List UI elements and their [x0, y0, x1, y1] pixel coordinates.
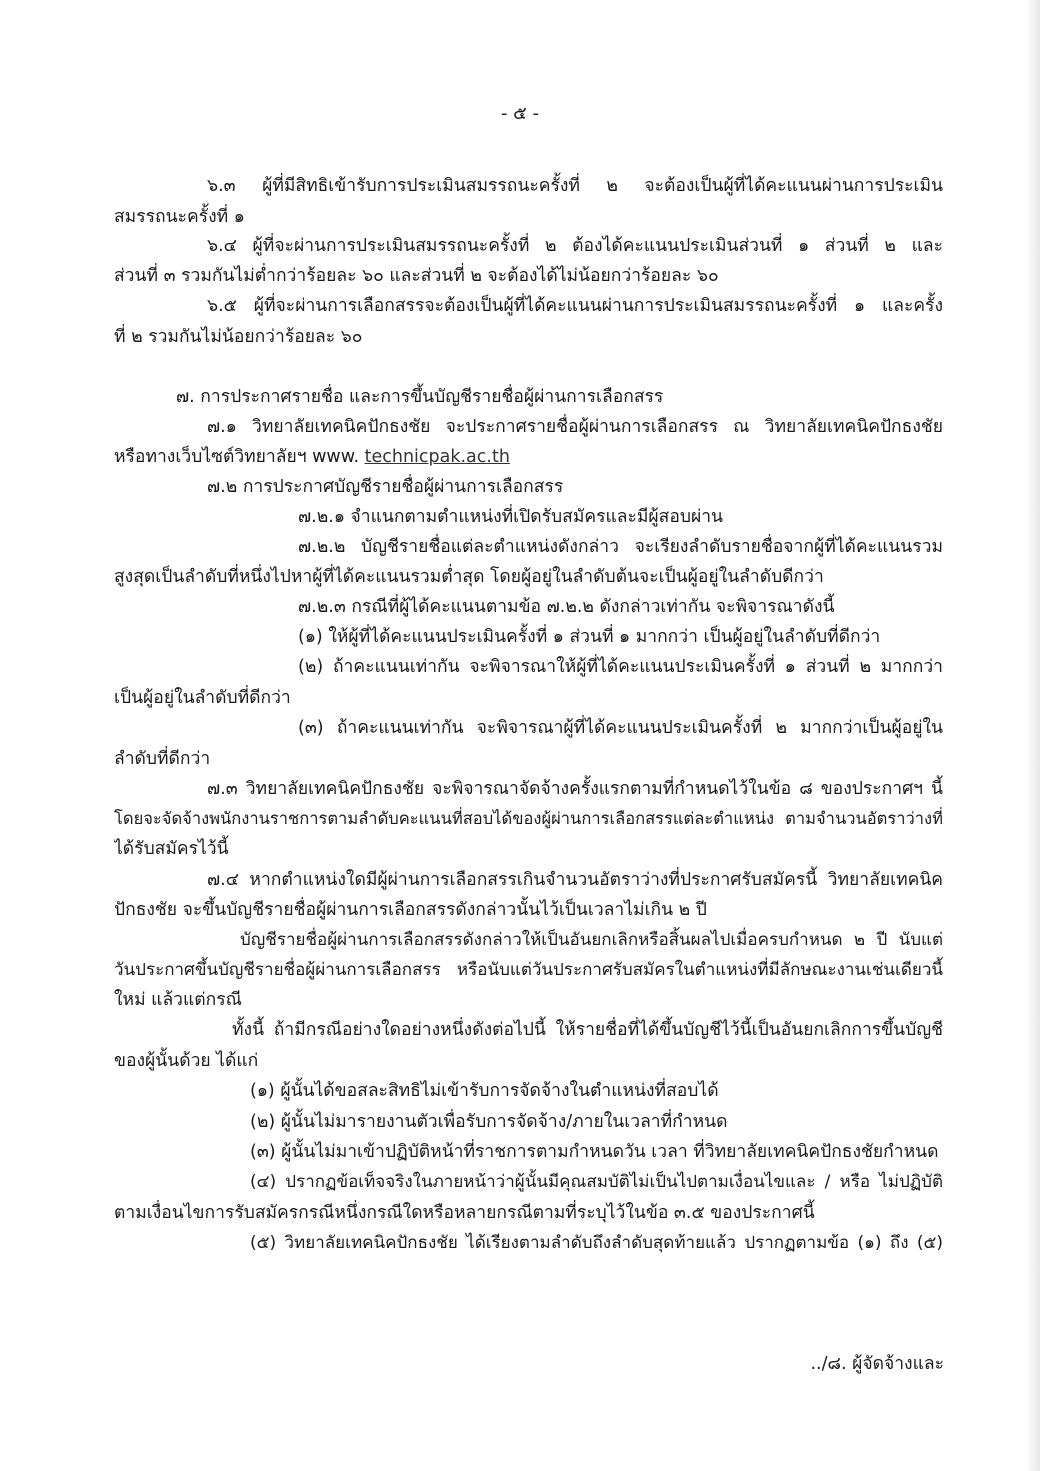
paragraph-7-2-2-line-1: ๗.๒.๒ บัญชีรายชื่อแต่ละตำแหน่งดังกล่าว จะเรียงลำดับรายชื่อจากผู้ที่ได้คะแนนรวม — [298, 537, 943, 557]
paragraph-7-2-2-line-2: สูงสุดเป็นลำดับที่หนึ่งไปหาผู้ที่ได้คะแนนรวมต่ำสุด โดยผู้อยู่ในลำดับต้นจะเป็นผู้อยู่ในลำดับดีกว่า — [114, 567, 824, 587]
paragraph-6-5-line-2: ที่ ๒ รวมกันไม่น้อยกว่าร้อยละ ๖๐ — [114, 327, 363, 347]
cancellation-case-2: (๒) ผู้นั้นไม่มารายงานตัวเพื่อรับการจัดจ้าง/ภายในเวลาที่กำหนด — [250, 1112, 728, 1132]
paragraph-6-3-line-2: สมรรถนะครั้งที่ ๑ — [114, 207, 245, 227]
page-number: - ๕ - — [500, 103, 540, 124]
paragraph-6-4-line-1: ๖.๔ ผู้ที่จะผ่านการประเมินสมรรถนะครั้งที่ ๒ ต้องได้คะแนนประเมินส่วนที่ ๑ ส่วนที่ ๒ และ — [207, 236, 943, 256]
cancellation-intro-line-2: ของผู้นั้นด้วย ได้แก่ — [114, 1051, 259, 1071]
paragraph-6-5-line-1: ๖.๕ ผู้ที่จะผ่านการเลือกสรรจะต้องเป็นผู้ที่ได้คะแนนผ่านการประเมินสมรรถนะครั้งที่ ๑ และครั้ง — [207, 296, 943, 316]
cancellation-case-5: (๕) วิทยาลัยเทคนิคปักธงชัย ได้เรียงตามลำดับถึงลำดับสุดท้ายแล้ว ปรากฏตามข้อ (๑) ถึง (๕) — [250, 1233, 943, 1253]
paragraph-7-4-line-1: ๗.๔ หากตำแหน่งใดมีผู้ผ่านการเลือกสรรเกินจำนวนอัตราว่างที่ประกาศรับสมัครนี้ วิทยาลัยเทคนิค — [207, 870, 943, 890]
paragraph-7-4-line-2: ปักธงชัย จะขึ้นบัญชีรายชื่อผู้ผ่านการเลือกสรรดังกล่าวนั้นไว้เป็นเวลาไม่เกิน ๒ ปี — [114, 900, 707, 920]
website-label: หรือทางเว็บไซต์วิทยาลัยฯ www. — [114, 447, 360, 467]
paragraph-7-2-3: ๗.๒.๓ กรณีที่ผู้ได้คะแนนตามข้อ ๗.๒.๒ ดังกล่าวเท่ากัน จะพิจารณาดังนี้ — [298, 597, 835, 617]
paragraph-7-2-1: ๗.๒.๑ จำแนกตามตำแหน่งที่เปิดรับสมัครและมีผู้สอบผ่าน — [298, 507, 724, 527]
list-validity-line-2: วันประกาศขึ้นบัญชีรายชื่อผู้ผ่านการเลือกสรร หรือนับแต่วันประกาศรับสมัครในตำแหน่งที่มีลักษณะงานเช่นเดียวนี้ — [114, 960, 943, 980]
criterion-3-line-1: (๓) ถ้าคะแนนเท่ากัน จะพิจารณาผู้ที่ได้คะแนนประเมินครั้งที่ ๒ มากกว่าเป็นผู้อยู่ใน — [298, 718, 943, 738]
paragraph-7-1-line-2 — [114, 443, 943, 471]
criterion-3-line-2: ลำดับที่ดีกว่า — [114, 749, 211, 769]
paragraph-6-4-line-2: ส่วนที่ ๓ รวมกันไม่ต่ำกว่าร้อยละ ๖๐ และส่วนที่ ๒ จะต้องได้ไม่น้อยกว่าร้อยละ ๖๐ — [114, 266, 719, 286]
scan-edge-shadow — [1026, 0, 1040, 1471]
section-7-heading: ๗. การประกาศรายชื่อ และการขึ้นบัญชีรายชื่อผู้ผ่านการเลือกสรร — [176, 387, 664, 407]
cancellation-case-3: (๓) ผู้นั้นไม่มาเข้าปฏิบัติหน้าที่ราชการตามกำหนดวัน เวลา ที่วิทยาลัยเทคนิคปักธงชัยกำหนด — [250, 1142, 939, 1162]
paragraph-7-3-line-3: ได้รับสมัครไว้นี้ — [114, 839, 229, 859]
paragraph-7-3-line-2: โดยจะจัดจ้างพนักงานราชการตามลำดับคะแนนที่สอบได้ของผู้ผ่านการเลือกสรรแต่ละตำแหน่ง ตามจำนวนอัตราว่างที่ — [114, 809, 943, 828]
cancellation-case-4-line-2: ตามเงื่อนไขการรับสมัครกรณีหนึ่งกรณีใดหรือหลายกรณีตามที่ระบุไว้ในข้อ ๓.๕ ของประกาศนี้ — [114, 1203, 815, 1223]
paragraph-7-1-line-1: ๗.๑ วิทยาลัยเทคนิคปักธงชัย จะประกาศรายชื่อผู้ผ่านการเลือกสรร ณ วิทยาลัยเทคนิคปักธงชัย — [207, 417, 943, 437]
cancellation-intro-line-1: ทั้งนี้ ถ้ามีกรณีอย่างใดอย่างหนึ่งดังต่อไปนี้ ให้รายชื่อที่ได้ขึ้นบัญชีไว้นี้เป็นอันยกเลิกการขึ้นบัญชี — [232, 1020, 943, 1040]
list-validity-line-3: ใหม่ แล้วแต่กรณี — [114, 990, 242, 1010]
criterion-2-line-1: (๒) ถ้าคะแนนเท่ากัน จะพิจารณาให้ผู้ที่ได้คะแนนประเมินครั้งที่ ๑ ส่วนที่ ๒ มากกว่า — [298, 657, 943, 677]
list-validity-line-1: บัญชีรายชื่อผู้ผ่านการเลือกสรรดังกล่าวให้เป็นอันยกเลิกหรือสิ้นผลไปเมื่อครบกำหนด ๒ ปี นับแต่ — [240, 930, 943, 950]
continuation-note: ../๘. ผู้จัดจ้างและ — [810, 1354, 944, 1374]
college-website-link[interactable]: technicpak.ac.th — [364, 447, 510, 467]
cancellation-case-1: (๑) ผู้นั้นได้ขอสละสิทธิไม่เข้ารับการจัดจ้างในตำแหน่งที่สอบได้ — [250, 1081, 719, 1101]
paragraph-7-2: ๗.๒ การประกาศบัญชีรายชื่อผู้ผ่านการเลือกสรร — [207, 477, 564, 497]
criterion-2-line-2: เป็นผู้อยู่ในลำดับที่ดีกว่า — [114, 688, 291, 708]
criterion-1: (๑) ให้ผู้ที่ได้คะแนนประเมินครั้งที่ ๑ ส่วนที่ ๑ มากกว่า เป็นผู้อยู่ในลำดับที่ดีกว่า — [298, 627, 881, 647]
paragraph-6-3-line-1: ๖.๓ ผู้ที่มีสิทธิเข้ารับการประเมินสมรรถนะครั้งที่ ๒ จะต้องเป็นผู้ที่ได้คะแนนผ่านการประเมิน — [207, 176, 943, 196]
paragraph-7-3-line-1: ๗.๓ วิทยาลัยเทคนิคปักธงชัย จะพิจารณาจัดจ้างครั้งแรกตามที่กำหนดไว้ในข้อ ๘ ของประกาศฯ นี้ — [207, 779, 943, 799]
cancellation-case-4-line-1: (๔) ปรากฏข้อเท็จจริงในภายหน้าว่าผู้นั้นมีคุณสมบัติไม่เป็นไปตามเงื่อนไขและ / หรือ ไม่ปฏิบัติ — [250, 1172, 943, 1192]
